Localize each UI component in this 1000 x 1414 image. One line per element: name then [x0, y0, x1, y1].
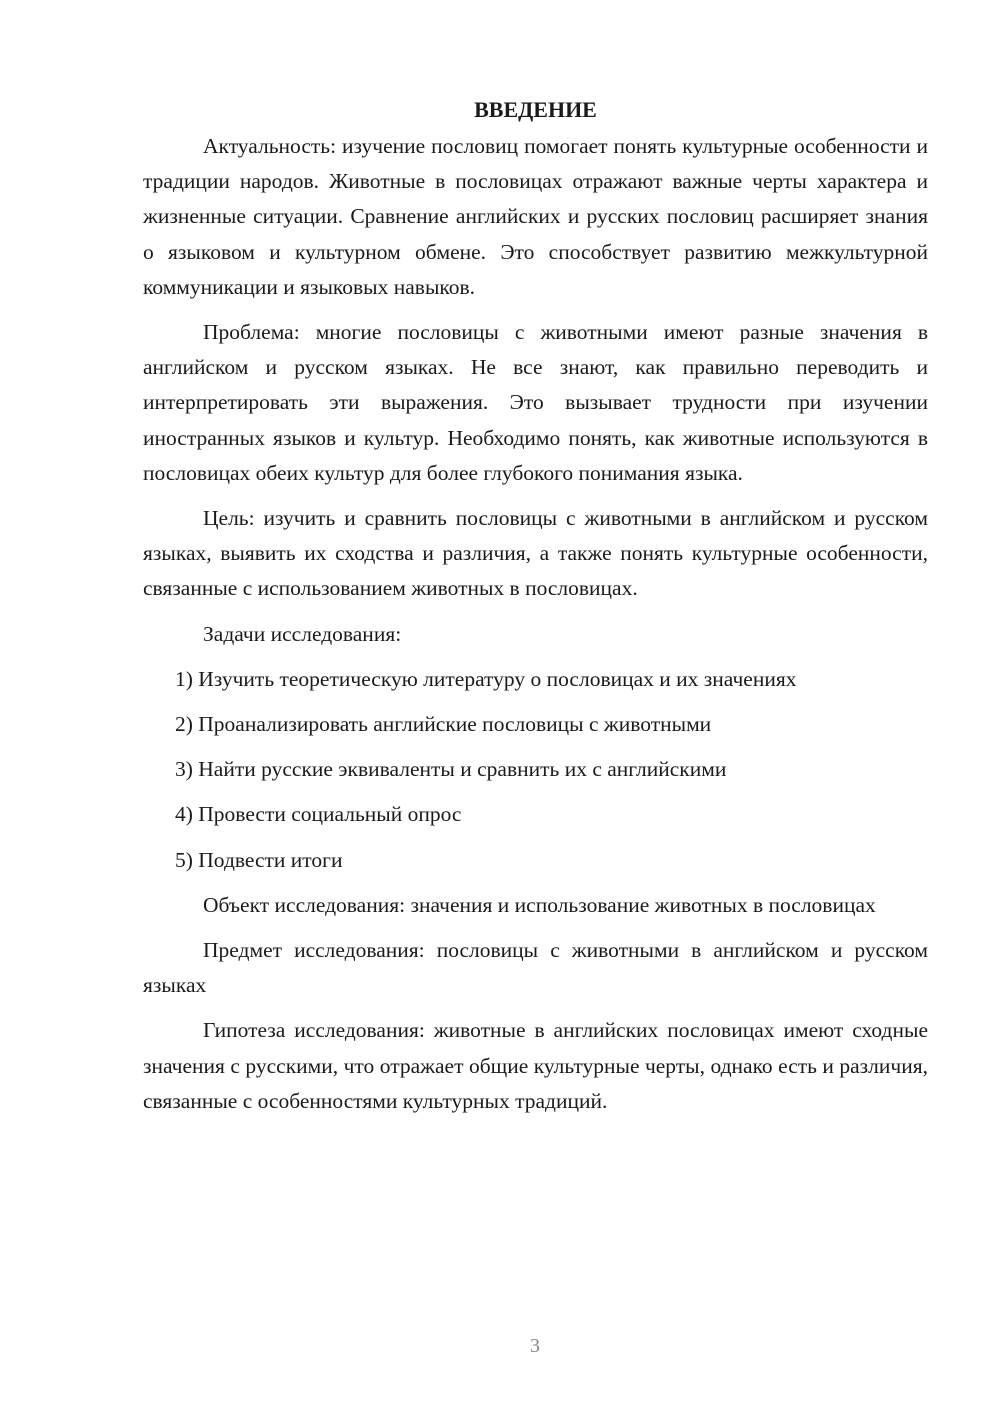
- paragraph-object: Объект исследования: значения и использование животных в пословицах: [203, 892, 876, 917]
- paragraph-goal: Цель: изучить и сравнить пословицы с животными в английском и русском языках, выявить их сходства и различия, а также понять культурные особенности, связанные с использованием животных в пословицах.: [143, 506, 928, 601]
- paragraph-relevance: Актуальность: изучение пословиц помогает понять культурные особенности и традиции народов. Животные в пословицах отражают важные черты характера и жизненные ситуации. Сравнение английских и русских пословиц расширяет знания о языковом и культурном обмене. Это способствует развитию межкультурной коммуникации и языковых навыков.: [143, 134, 928, 299]
- page-number: 3: [530, 1335, 540, 1357]
- list-item: 1) Изучить теоретическую литературу о пословицах и их значениях: [175, 666, 797, 691]
- paragraph-subject: Предмет исследования: пословицы с животными в английском и русском языках: [143, 938, 928, 998]
- paragraph-problem: Проблема: многие пословицы с животными имеют разные значения в английском и русском языках. Не все знают, как правильно переводить и интерпретировать эти выражения. Это вызывает трудности при изучении иностранных языков и культур. Необходимо понять, как животные используются в пословицах обеих культур для более глубокого понимания языка.: [143, 320, 928, 485]
- section-title: ВВЕДЕНИЕ: [474, 97, 597, 122]
- list-item: 4) Провести социальный опрос: [175, 802, 462, 827]
- paragraph-hypothesis: Гипотеза исследования: животные в английских пословицах имеют сходные значения с русскими, что отражает общие культурные черты, однако есть и различия, связанные с особенностями культурных традиций.: [143, 1018, 928, 1113]
- document-page: [143, 93, 928, 1129]
- list-item: 5) Подвести итоги: [175, 847, 343, 872]
- list-item: 2) Проанализировать английские пословицы с животными: [175, 712, 712, 737]
- tasks-heading: Задачи исследования:: [203, 621, 402, 646]
- list-item: 3) Найти русские эквиваленты и сравнить их с английскими: [175, 757, 727, 782]
- task-list: [143, 662, 928, 878]
